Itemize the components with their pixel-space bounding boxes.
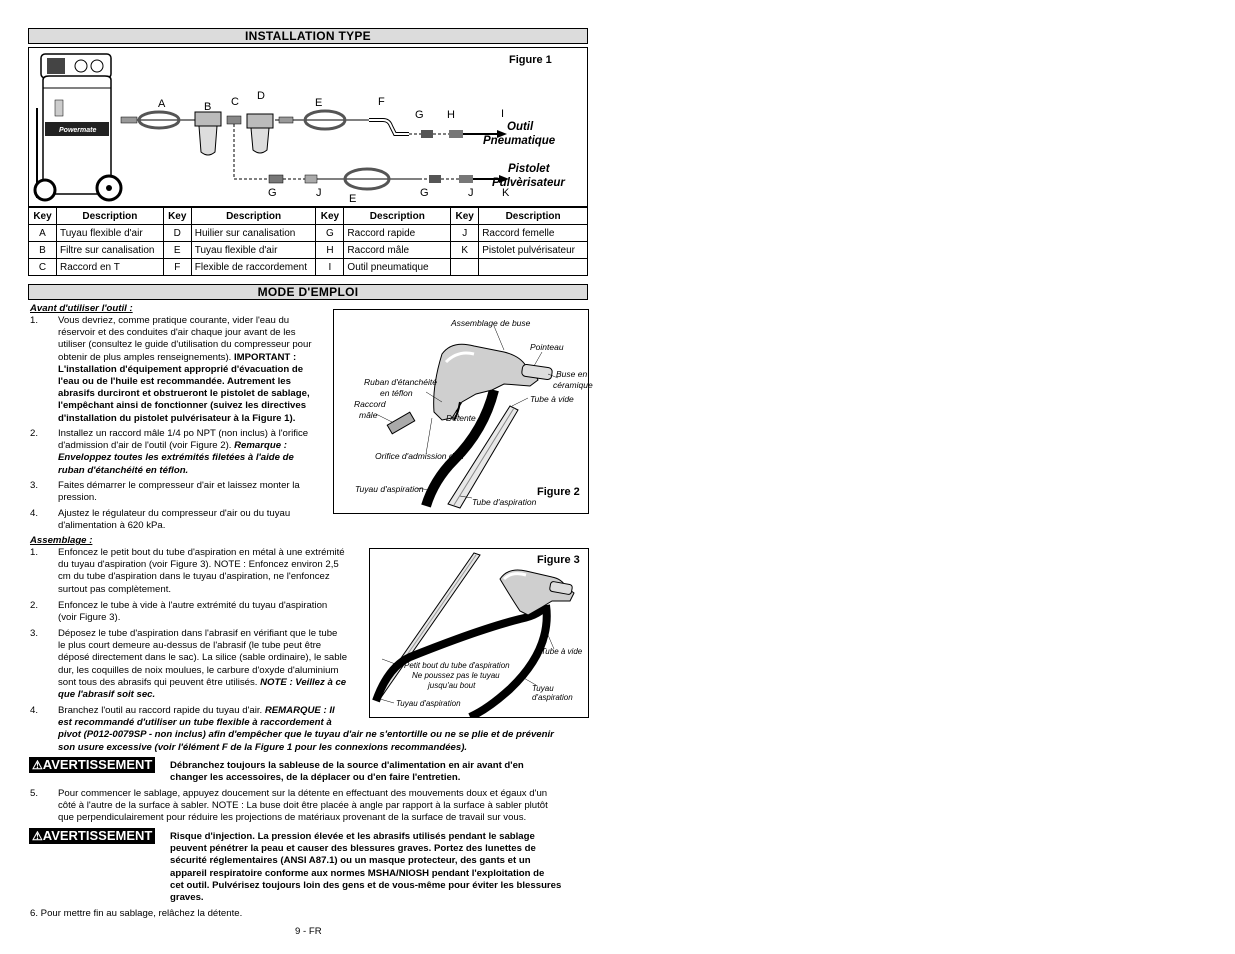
outil-label-1: Outil: [507, 121, 534, 133]
pistolet-label-2: Pulvèrisateur: [492, 177, 565, 189]
table-cell-desc: Filtre sur canalisation: [56, 242, 163, 259]
label-b: B: [204, 101, 212, 113]
text-line: est recommandé d'utiliser un tube flexible à raccordement à: [58, 717, 332, 729]
table-cell-key: H: [316, 242, 344, 259]
brand-label: Powermate: [59, 127, 97, 134]
label-d: D: [257, 90, 265, 102]
table-cell-desc: Tuyau flexible d'air: [56, 225, 163, 242]
table-cell-key: J: [451, 225, 479, 242]
figure-3: [369, 548, 589, 718]
text-line: L'installation d'équipement approprié d'évacuation de: [58, 363, 304, 375]
fig2-orifice: Orifice d'admission d'air: [375, 451, 465, 461]
fig2-ruban-2: en téflon: [380, 388, 413, 398]
key-table-header: Description: [479, 208, 588, 225]
table-cell-key: B: [29, 242, 57, 259]
warning-badge: [29, 828, 155, 844]
key-table-header: Description: [344, 208, 451, 225]
label-f: F: [378, 96, 385, 108]
pistolet-label-1: Pistolet: [508, 163, 550, 175]
label-g3: G: [420, 187, 429, 199]
text-line: cet outil. Pulvérisez toujours loin des gens et de vous-même pour éviter les blessures: [170, 879, 562, 891]
text-line: son usure excessive (voir l'élément F de la Figure 1 pour les connexions recommandées).: [58, 741, 468, 753]
text-line: pression.: [58, 492, 97, 504]
fig2-assemblage-buse: Assemblage de buse: [451, 318, 531, 328]
fig3-petit-3: jusqu'au bout: [428, 681, 476, 690]
key-table-header: Description: [191, 208, 316, 225]
warning-1-text: [170, 760, 590, 784]
table-row: [29, 242, 588, 259]
table-cell-desc: Tuyau flexible d'air: [191, 242, 316, 259]
fig3-tuyau-bottom: Tuyau d'aspiration: [396, 699, 461, 708]
label-a: A: [158, 98, 166, 110]
text-line: d'alimentation à 620 kPa.: [58, 520, 166, 532]
text-line: réservoir et des conduites d'air chaque jour avant de les: [58, 327, 296, 339]
avant-title: Avant d'utiliser l'outil :: [30, 303, 133, 314]
table-cell-desc: Raccord en T: [56, 259, 163, 276]
text-line: ruban d'étanchéité en téflon.: [58, 464, 189, 476]
table-row: [29, 225, 588, 242]
step-6: 6. Pour mettre fin au sablage, relâchez la détente.: [30, 908, 243, 919]
fig2-tube-vide: Tube à vide: [530, 394, 574, 404]
table-cell-key: [451, 259, 479, 276]
text-line: l'empêchant ainsi de fonctionner (suivez les directives: [58, 400, 307, 412]
text-line: graves.: [170, 892, 204, 904]
label-h: H: [447, 109, 455, 121]
figure-1-caption: Figure 1: [509, 54, 552, 66]
fig2-buse-2: céramique: [553, 380, 593, 390]
fig3-petit-1: Petit bout du tube d'aspiration: [404, 661, 510, 670]
text-line: Pour commencer le sablage, appuyez doucement sur la détente en effectuant des mouvements doux et égaux d'un: [58, 788, 548, 799]
assemblage-step-1: [58, 547, 368, 596]
table-cell-desc: Pistolet pulvérisateur: [479, 242, 588, 259]
text-line: Débranchez toujours la sableuse de la source d'alimentation en air avant d'en: [170, 760, 524, 771]
fig2-pointeau: Pointeau: [530, 342, 564, 352]
table-row: [29, 259, 588, 276]
key-table-header: Key: [316, 208, 344, 225]
warning-badge: [29, 757, 155, 773]
text-line: Installez un raccord mâle 1/4 po NPT (non inclus) à l'orifice: [58, 428, 309, 439]
remarque-label: Remarque :: [234, 440, 287, 452]
assemblage-step-2: [58, 600, 368, 624]
key-table-header: Key: [29, 208, 57, 225]
label-j: J: [316, 187, 322, 199]
text-span: sont tous des abrasifs qui peuvent être utilisés.: [58, 676, 261, 688]
label-i: I: [501, 108, 505, 120]
fig3-tuyau-right: Tuyau d'aspiration: [532, 684, 573, 702]
text-line: le plus court demeure au-dessus de l'abrasif (le tube peut être: [58, 640, 322, 652]
table-cell-key: E: [163, 242, 191, 259]
text-line: cm du tube d'aspiration dans le tuyau d'aspiration, ne l'enfoncez: [58, 571, 330, 583]
assemblage-step-3: [58, 628, 370, 701]
label-g2: G: [268, 187, 277, 199]
compressor-illustration: [35, 54, 121, 200]
text-line: Enveloppez toutes les extrémités filetées à l'aide de: [58, 452, 294, 464]
step-number: 1.: [30, 547, 39, 558]
text-line: que l'abrasif soit sec.: [58, 689, 156, 701]
text-line: abrasifs durciront et obstrueront le pistolet de sablage,: [58, 388, 310, 400]
text-line: pivot (P012-0079SP - non inclus) afin d'empêcher que le tuyau d'air ne s'entortille ou ne se plie et de prévenir: [58, 729, 554, 741]
step-number: 1.: [30, 315, 39, 326]
fig3-tube-vide: Tube à vide: [541, 647, 583, 656]
text-line: [58, 440, 333, 452]
step-number: 3.: [30, 480, 39, 491]
table-cell-desc: Outil pneumatique: [344, 259, 451, 276]
fig2-buse-1: Buse en: [556, 369, 588, 379]
text-line: surtout pas complètement.: [58, 583, 172, 595]
text-line: Faites démarrer le compresseur d'air et laissez monter la: [58, 480, 300, 491]
table-cell-desc: Flexible de raccordement: [191, 259, 316, 276]
figure-2: [333, 309, 593, 514]
text-line: [58, 677, 370, 689]
fig2-tube-aspiration: Tube d'aspiration: [472, 497, 537, 507]
outil-label-2: Pneumatique: [483, 135, 556, 147]
fig3-petit-2: Ne poussez pas le tuyau: [412, 671, 500, 680]
table-cell-desc: Raccord rapide: [344, 225, 451, 242]
remarque-label: REMARQUE : Il: [264, 705, 335, 716]
label-e2: E: [349, 193, 357, 205]
text-line: peuvent pénétrer la peau et causer des blessures graves. Portez des lunettes de: [170, 843, 536, 855]
important-label: IMPORTANT :: [233, 351, 297, 363]
text-line: sécurité réglementaires (ANSI A87.1) ou un masque protecteur, des gants et un: [170, 855, 531, 867]
avant-step-1: [58, 315, 333, 425]
key-table-header: Description: [56, 208, 163, 225]
text-line: que perpendiculairement pour réduire les projections de matériaux provenant de la surface de travail sur vous.: [58, 812, 527, 824]
table-cell-desc: Raccord mâle: [344, 242, 451, 259]
text-line: dur, les coquilles de noix moulues, le carbure d'oxyde d'aluminium: [58, 664, 339, 676]
warning-2-text: [170, 831, 595, 904]
label-k: K: [502, 187, 510, 199]
table-cell-desc: [479, 259, 588, 276]
figure-2-caption: Figure 2: [537, 486, 580, 498]
step-number: 2.: [30, 600, 39, 611]
table-cell-desc: Huilier sur canalisation: [191, 225, 316, 242]
text-line: Risque d'injection. La pression élevée et les abrasifs utilisés pendant le sablage: [170, 831, 535, 842]
avant-step-2: [58, 428, 333, 477]
step-number: 5.: [30, 788, 39, 799]
assemblage-title: Assemblage :: [30, 535, 93, 546]
figure-1: [28, 47, 588, 207]
mode-emploi-header: MODE D'EMPLOI: [28, 284, 588, 300]
text-line: [58, 352, 333, 364]
table-cell-desc: Raccord femelle: [479, 225, 588, 242]
label-g: G: [415, 109, 424, 121]
table-cell-key: I: [316, 259, 344, 276]
text-line: utiliser (consultez le guide d'utilisation du compresseur pour: [58, 339, 312, 351]
label-j2: J: [468, 187, 474, 199]
key-table-header-row: [29, 208, 588, 225]
text-line: changer les accessoires, de la déplacer ou d'en faire l'entretien.: [170, 772, 461, 784]
text-line: l'eau ou de l'huile est recommandée. Autrement les: [58, 376, 291, 388]
text-line: côté à l'autre de la surface à sabler. NOTE : La buse doit être placée à angle par rapport à la surface à sabler plutôt: [58, 800, 548, 812]
text-line: déposé directement dans le sac). La silice (sable ordinaire), le sable: [58, 652, 348, 664]
fig2-ruban-1: Ruban d'étanchéité: [364, 377, 437, 387]
fig2-detente: Détente: [446, 413, 476, 423]
text-line: du tuyau d'aspiration (voir Figure 3). NOTE : Enfoncez environ 2,5: [58, 559, 339, 571]
table-cell-key: K: [451, 242, 479, 259]
step-number: 3.: [30, 628, 39, 639]
text-span: d'admission d'air de l'outil (voir Figure 2).: [58, 440, 235, 452]
warning-badge-text: AVERTISSEMENT: [42, 757, 153, 772]
avant-step-4: [58, 508, 333, 532]
fig2-tuyau: Tuyau d'aspiration: [355, 484, 424, 494]
text-line: d'installation du pistolet pulvérisateur à la Figure 1).: [58, 412, 296, 424]
page-number: 9 - FR: [295, 926, 322, 937]
table-cell-key: A: [29, 225, 57, 242]
installation-type-header: INSTALLATION TYPE: [28, 28, 588, 44]
table-cell-key: G: [316, 225, 344, 242]
note-label: NOTE : Veillez à ce: [260, 676, 347, 688]
step-number: 4.: [30, 508, 39, 519]
warning-triangle-icon: ⚠: [32, 758, 43, 772]
text-span: obtenir de plus amples renseignements).: [58, 351, 234, 363]
warning-triangle-icon: ⚠: [32, 829, 43, 843]
fig2-raccord-2: mâle: [359, 410, 378, 420]
avant-step-3: [58, 480, 333, 504]
label-c: C: [231, 96, 239, 108]
warning-badge-text: AVERTISSEMENT: [42, 828, 153, 843]
key-table: [28, 207, 588, 276]
text-line: Déposez le tube d'aspiration dans l'abrasif en vérifiant que le tube: [58, 628, 338, 639]
text-line: Vous devriez, comme pratique courante, vider l'eau du: [58, 315, 290, 326]
text-span: Branchez l'outil au raccord rapide du tuyau d'air.: [58, 705, 265, 716]
text-line: Enfoncez le petit bout du tube d'aspiration en métal à une extrémité: [58, 547, 345, 558]
text-line: Ajustez le régulateur du compresseur d'air ou du tuyau: [58, 508, 291, 519]
key-table-header: Key: [163, 208, 191, 225]
step-number: 2.: [30, 428, 39, 439]
step-number: 4.: [30, 705, 39, 716]
fig2-raccord-1: Raccord: [354, 399, 386, 409]
text-line: Enfoncez le tube à vide à l'autre extrémité du tuyau d'aspiration: [58, 600, 328, 611]
key-table-header: Key: [451, 208, 479, 225]
text-line: (voir Figure 3).: [58, 612, 121, 624]
label-e: E: [315, 97, 323, 109]
table-cell-key: F: [163, 259, 191, 276]
figure-3-caption: Figure 3: [537, 554, 580, 566]
text-line: appareil respiratoire conforme aux normes MSHA/NIOSH pendant l'exploitation de: [170, 867, 545, 879]
step-5: [58, 788, 598, 825]
table-cell-key: C: [29, 259, 57, 276]
table-cell-key: D: [163, 225, 191, 242]
